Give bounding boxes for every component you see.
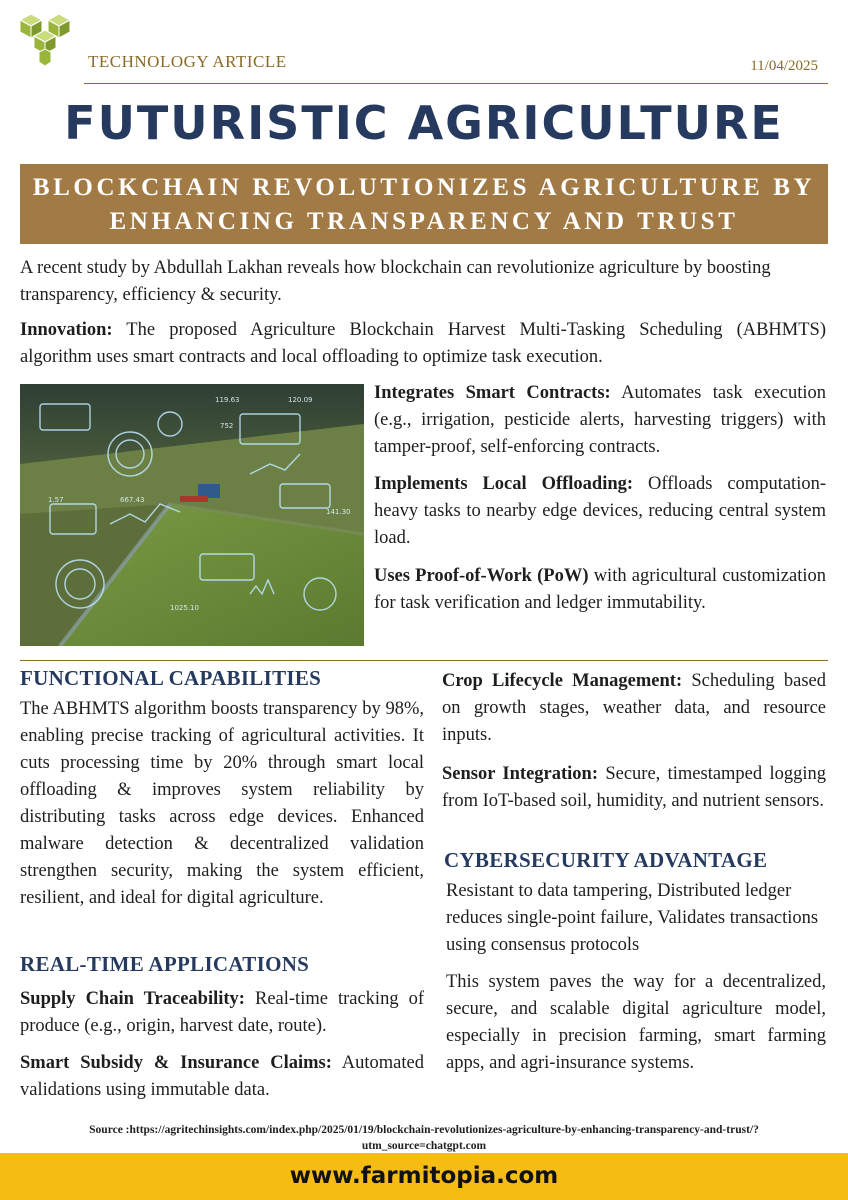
- photo-overlay-6: 141.30: [326, 508, 351, 516]
- intro-paragraph: A recent study by Abdullah Lakhan reveals how blockchain can revolutionize agriculture by boosting transparency, efficiency & security.: [20, 258, 771, 305]
- source-line-2[interactable]: utm_source=chatgpt.com: [361, 1140, 487, 1152]
- app-text: Real-time tracking of produce (e.g., origin, harvest date, route).: [20, 989, 425, 1036]
- footer-website-link[interactable]: www.farmitopia.com: [0, 1153, 848, 1200]
- section-divider: [20, 660, 828, 661]
- photo-overlay-2: 120.09: [288, 396, 313, 404]
- feature-proof-of-work: [374, 563, 826, 617]
- cube-cluster-logo-icon: [14, 8, 76, 70]
- app-sensor-integration: [442, 761, 826, 815]
- app-label: Sensor Integration:: [442, 764, 599, 784]
- cyber-paragraph-1: Resistant to data tampering, Distributed ledger reduces single-point failure, Validates transactions using consensus protocols: [446, 881, 819, 955]
- realtime-heading: REAL-TIME APPLICATIONS: [20, 952, 310, 976]
- feature-label: Integrates Smart Contracts:: [374, 383, 611, 403]
- feature-label: Implements Local Offloading:: [374, 474, 634, 494]
- app-crop-lifecycle: [442, 668, 826, 749]
- cyber-heading: CYBERSECURITY ADVANTAGE: [444, 848, 768, 872]
- functional-heading: FUNCTIONAL CAPABILITIES: [20, 666, 322, 690]
- source-line-1[interactable]: Source :https://agritechinsights.com/index.php/2025/01/19/blockchain-revolutionizes-agriculture-by-enhancing-transparency-and-trust/?: [89, 1124, 759, 1136]
- photo-overlay-5: 1.57: [48, 496, 64, 504]
- feature-text: with agricultural customization for task verification and ledger immutability.: [374, 566, 826, 613]
- app-smart-subsidy: [20, 1050, 424, 1104]
- photo-overlay-3: 752: [220, 422, 234, 430]
- photo-overlay-7: 1025.10: [170, 604, 199, 612]
- header-divider: [84, 83, 828, 84]
- banner-line-1: BLOCKCHAIN REVOLUTIONIZES AGRICULTURE BY: [32, 174, 816, 201]
- innovation-label: Innovation:: [20, 320, 113, 340]
- app-label: Supply Chain Traceability:: [20, 989, 245, 1009]
- feature-smart-contracts: [374, 380, 826, 461]
- article-date: 11/04/2025: [750, 58, 818, 74]
- app-label: Smart Subsidy & Insurance Claims:: [20, 1053, 332, 1073]
- banner-line-2: ENHANCING TRANSPARENCY AND TRUST: [109, 208, 739, 235]
- feature-local-offloading: [374, 471, 826, 552]
- functional-body: The ABHMTS algorithm boosts transparency by 98%, enabling precise tracking of agricultural activities. It cuts processing time by 20% through smart local offloading & improves system reliability by distributing tasks across edge devices. Enhanced malware detection & decentralized validation strengthen security, making the system efficient, resilient, and ideal for digital agriculture.: [20, 699, 424, 908]
- feature-label: Uses Proof-of-Work (PoW): [374, 566, 589, 586]
- smart-farm-illustration: [20, 384, 364, 646]
- source-citation[interactable]: [40, 1122, 808, 1154]
- innovation-text: The proposed Agriculture Blockchain Harvest Multi-Tasking Scheduling (ABHMTS) algorithm uses smart contracts and local offloading to optimize task execution.: [20, 320, 826, 367]
- app-label: Crop Lifecycle Management:: [442, 671, 683, 691]
- app-supply-chain: [20, 986, 424, 1040]
- cyber-paragraph-2: This system paves the way for a decentralized, secure, and scalable digital agriculture model, especially in precision farming, smart farming apps, and agri-insurance systems.: [446, 972, 826, 1073]
- innovation-paragraph: [20, 317, 826, 371]
- app-text: Scheduling based on growth stages, weather data, and resource inputs.: [442, 671, 826, 745]
- photo-overlay-4: 667.43: [120, 496, 145, 504]
- photo-overlay-1: 119.63: [215, 396, 240, 404]
- feature-text: Offloads computation-heavy tasks to nearby edge devices, reducing central system load.: [374, 474, 826, 548]
- feature-text: Automates task execution (e.g., irrigation, pesticide alerts, harvesting triggers) with tamper-proof, self-enforcing contracts.: [374, 383, 826, 457]
- article-category: TECHNOLOGY ARTICLE: [88, 52, 287, 71]
- app-text: Secure, timestamped logging from IoT-based soil, humidity, and nutrient sensors.: [442, 764, 826, 811]
- subtitle-banner: [20, 164, 828, 244]
- page-title: FUTURISTIC AGRICULTURE: [64, 96, 784, 150]
- app-text: Automated validations using immutable data.: [20, 1053, 424, 1100]
